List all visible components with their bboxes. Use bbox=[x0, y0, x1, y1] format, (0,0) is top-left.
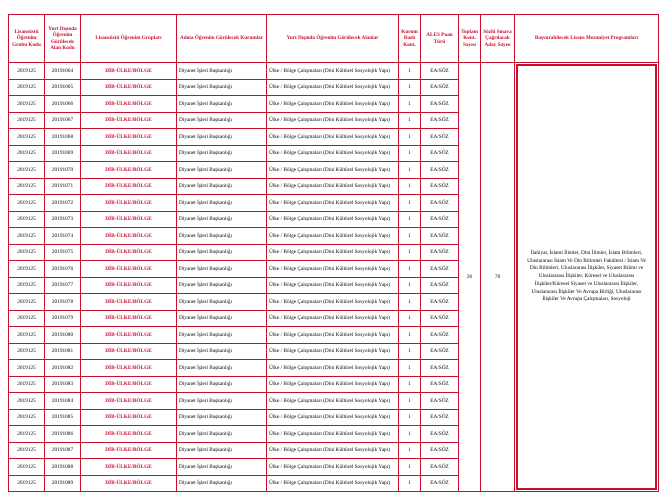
institution-quota-cell: 1 bbox=[399, 112, 421, 129]
institution-cell: Diyanet İşleri Başkanlığı bbox=[177, 327, 267, 344]
area-code-cell: 20191073 bbox=[45, 211, 81, 228]
institution-cell: Diyanet İşleri Başkanlığı bbox=[177, 228, 267, 245]
institution-quota-cell: 1 bbox=[399, 261, 421, 278]
institution-quota-cell: 1 bbox=[399, 327, 421, 344]
group-cell: DİB-ÜLKE/BÖLGE bbox=[81, 211, 177, 228]
ales-type-cell: EA/SÖZ bbox=[421, 343, 459, 360]
ales-type-cell: EA/SÖZ bbox=[421, 178, 459, 195]
area-code-cell: 20191082 bbox=[45, 360, 81, 377]
group-code-cell: 2019125 bbox=[9, 360, 45, 377]
group-cell: DİB-ÜLKE/BÖLGE bbox=[81, 426, 177, 443]
institution-cell: Diyanet İşleri Başkanlığı bbox=[177, 343, 267, 360]
group-cell: DİB-ÜLKE/BÖLGE bbox=[81, 63, 177, 80]
institution-cell: Diyanet İşleri Başkanlığı bbox=[177, 145, 267, 162]
group-code-cell: 2019125 bbox=[9, 79, 45, 96]
area-code-cell: 20191074 bbox=[45, 228, 81, 245]
ales-type-cell: EA/SÖZ bbox=[421, 112, 459, 129]
group-code-cell: 2019125 bbox=[9, 426, 45, 443]
group-code-cell: 2019125 bbox=[9, 145, 45, 162]
field-cell: Ülke / Bölge Çalışmaları (Dini Kültürel Sosyolojik Yapı) bbox=[267, 228, 399, 245]
ales-type-cell: EA/SÖZ bbox=[421, 129, 459, 146]
ales-type-cell: EA/SÖZ bbox=[421, 261, 459, 278]
ales-type-cell: EA/SÖZ bbox=[421, 145, 459, 162]
group-cell: DİB-ÜLKE/BÖLGE bbox=[81, 327, 177, 344]
group-cell: DİB-ÜLKE/BÖLGE bbox=[81, 162, 177, 179]
field-cell: Ülke / Bölge Çalışmaları (Dini Kültürel Sosyolojik Yapı) bbox=[267, 261, 399, 278]
field-cell: Ülke / Bölge Çalışmaları (Dini Kültürel Sosyolojik Yapı) bbox=[267, 475, 399, 492]
group-code-cell: 2019125 bbox=[9, 459, 45, 476]
group-cell: DİB-ÜLKE/BÖLGE bbox=[81, 277, 177, 294]
group-code-cell: 2019125 bbox=[9, 442, 45, 459]
group-cell: DİB-ÜLKE/BÖLGE bbox=[81, 112, 177, 129]
header-total-quota: Toplam Kont. Sayısı bbox=[459, 15, 481, 63]
ales-type-cell: EA/SÖZ bbox=[421, 244, 459, 261]
ales-type-cell: EA/SÖZ bbox=[421, 162, 459, 179]
institution-quota-cell: 1 bbox=[399, 63, 421, 80]
institution-cell: Diyanet İşleri Başkanlığı bbox=[177, 426, 267, 443]
institution-quota-cell: 1 bbox=[399, 79, 421, 96]
area-code-cell: 20191079 bbox=[45, 310, 81, 327]
header-institution-quota: Kurum Bazlı Kont. bbox=[399, 15, 421, 63]
institution-cell: Diyanet İşleri Başkanlığı bbox=[177, 360, 267, 377]
header-oral-exam-candidates: Sözlü Sınava Çağrılacak Aday Sayısı bbox=[481, 15, 515, 63]
group-cell: DİB-ÜLKE/BÖLGE bbox=[81, 79, 177, 96]
ales-type-cell: EA/SÖZ bbox=[421, 376, 459, 393]
field-cell: Ülke / Bölge Çalışmaları (Dini Kültürel Sosyolojik Yapı) bbox=[267, 277, 399, 294]
area-code-cell: 20191070 bbox=[45, 162, 81, 179]
group-cell: DİB-ÜLKE/BÖLGE bbox=[81, 393, 177, 410]
area-code-cell: 20191066 bbox=[45, 96, 81, 113]
area-code-cell: 20191068 bbox=[45, 129, 81, 146]
institution-cell: Diyanet İşleri Başkanlığı bbox=[177, 442, 267, 459]
area-code-cell: 20191086 bbox=[45, 426, 81, 443]
ales-type-cell: EA/SÖZ bbox=[421, 393, 459, 410]
ales-type-cell: EA/SÖZ bbox=[421, 79, 459, 96]
table-body bbox=[9, 63, 659, 492]
group-code-cell: 2019125 bbox=[9, 393, 45, 410]
institution-cell: Diyanet İşleri Başkanlığı bbox=[177, 393, 267, 410]
field-cell: Ülke / Bölge Çalışmaları (Dini Kültürel Sosyolojik Yapı) bbox=[267, 426, 399, 443]
header-fields: Yurt Dışında Öğrenim Görülecek Alanlar bbox=[267, 15, 399, 63]
group-cell: DİB-ÜLKE/BÖLGE bbox=[81, 129, 177, 146]
ales-type-cell: EA/SÖZ bbox=[421, 310, 459, 327]
institution-cell: Diyanet İşleri Başkanlığı bbox=[177, 79, 267, 96]
ales-type-cell: EA/SÖZ bbox=[421, 426, 459, 443]
ales-type-cell: EA/SÖZ bbox=[421, 475, 459, 492]
institution-quota-cell: 1 bbox=[399, 360, 421, 377]
group-code-cell: 2019125 bbox=[9, 409, 45, 426]
institution-quota-cell: 1 bbox=[399, 178, 421, 195]
ales-type-cell: EA/SÖZ bbox=[421, 459, 459, 476]
institution-quota-cell: 1 bbox=[399, 162, 421, 179]
group-cell: DİB-ÜLKE/BÖLGE bbox=[81, 96, 177, 113]
area-code-cell: 20191080 bbox=[45, 327, 81, 344]
institution-quota-cell: 1 bbox=[399, 475, 421, 492]
institution-quota-cell: 1 bbox=[399, 310, 421, 327]
area-code-cell: 20191089 bbox=[45, 475, 81, 492]
group-code-cell: 2019125 bbox=[9, 162, 45, 179]
table-header-row bbox=[9, 15, 659, 63]
group-code-cell: 2019125 bbox=[9, 63, 45, 80]
group-code-cell: 2019125 bbox=[9, 178, 45, 195]
header-eligible-programs: Başvurabilecek Lisans Mezuniyet Programları bbox=[515, 15, 659, 63]
eligible-programs-cell bbox=[515, 63, 659, 492]
field-cell: Ülke / Bölge Çalışmaları (Dini Kültürel Sosyolojik Yapı) bbox=[267, 63, 399, 80]
institution-cell: Diyanet İşleri Başkanlığı bbox=[177, 409, 267, 426]
group-code-cell: 2019125 bbox=[9, 129, 45, 146]
institution-cell: Diyanet İşleri Başkanlığı bbox=[177, 112, 267, 129]
field-cell: Ülke / Bölge Çalışmaları (Dini Kültürel Sosyolojik Yapı) bbox=[267, 343, 399, 360]
group-code-cell: 2019125 bbox=[9, 112, 45, 129]
field-cell: Ülke / Bölge Çalışmaları (Dini Kültürel Sosyolojik Yapı) bbox=[267, 294, 399, 311]
field-cell: Ülke / Bölge Çalışmaları (Dini Kültürel Sosyolojik Yapı) bbox=[267, 211, 399, 228]
group-code-cell: 2019125 bbox=[9, 211, 45, 228]
group-code-cell: 2019125 bbox=[9, 228, 45, 245]
group-cell: DİB-ÜLKE/BÖLGE bbox=[81, 360, 177, 377]
institution-quota-cell: 1 bbox=[399, 211, 421, 228]
group-code-cell: 2019125 bbox=[9, 244, 45, 261]
ales-type-cell: EA/SÖZ bbox=[421, 442, 459, 459]
table-row bbox=[9, 63, 659, 80]
institution-cell: Diyanet İşleri Başkanlığı bbox=[177, 459, 267, 476]
ales-type-cell: EA/SÖZ bbox=[421, 327, 459, 344]
header-area-code: Yurt Dışında Öğrenim Görülecek Alan Kodu bbox=[45, 15, 81, 63]
field-cell: Ülke / Bölge Çalışmaları (Dini Kültürel Sosyolojik Yapı) bbox=[267, 195, 399, 212]
ales-type-cell: EA/SÖZ bbox=[421, 294, 459, 311]
institution-quota-cell: 1 bbox=[399, 426, 421, 443]
group-cell: DİB-ÜLKE/BÖLGE bbox=[81, 376, 177, 393]
field-cell: Ülke / Bölge Çalışmaları (Dini Kültürel Sosyolojik Yapı) bbox=[267, 409, 399, 426]
institution-cell: Diyanet İşleri Başkanlığı bbox=[177, 244, 267, 261]
area-code-cell: 20191069 bbox=[45, 145, 81, 162]
ales-type-cell: EA/SÖZ bbox=[421, 277, 459, 294]
group-code-cell: 2019125 bbox=[9, 327, 45, 344]
group-cell: DİB-ÜLKE/BÖLGE bbox=[81, 442, 177, 459]
eligible-programs-text: İlahiyat, İslami İlimler, Dini İlimler, İslam Bilimleri, Uluslararası İslam Ve Din Bilimleri Fakültesi / İslam Ve Din Bilimleri, Uluslararası İlişkiler, Siyaset Bilimi ve Uluslararası İlişkiler, Küresel ve Uluslararası İlişkiler/Küresel Siyaset ve Uluslararası İlişkiler, Uluslararası İlişkiler Ve Avrupa Birliği, Uluslararası İlişkiler Ve Avrupa Çalışmaları, Sosyoloji bbox=[527, 250, 646, 303]
group-cell: DİB-ÜLKE/BÖLGE bbox=[81, 228, 177, 245]
ales-type-cell: EA/SÖZ bbox=[421, 228, 459, 245]
ales-type-cell: EA/SÖZ bbox=[421, 96, 459, 113]
field-cell: Ülke / Bölge Çalışmaları (Dini Kültürel Sosyolojik Yapı) bbox=[267, 327, 399, 344]
group-cell: DİB-ÜLKE/BÖLGE bbox=[81, 261, 177, 278]
institution-quota-cell: 1 bbox=[399, 343, 421, 360]
institution-cell: Diyanet İşleri Başkanlığı bbox=[177, 63, 267, 80]
field-cell: Ülke / Bölge Çalışmaları (Dini Kültürel Sosyolojik Yapı) bbox=[267, 376, 399, 393]
institution-quota-cell: 1 bbox=[399, 96, 421, 113]
area-code-cell: 20191067 bbox=[45, 112, 81, 129]
institution-cell: Diyanet İşleri Başkanlığı bbox=[177, 310, 267, 327]
header-groups: Lisansüstü Öğrenim Grupları bbox=[81, 15, 177, 63]
field-cell: Ülke / Bölge Çalışmaları (Dini Kültürel Sosyolojik Yapı) bbox=[267, 393, 399, 410]
group-code-cell: 2019125 bbox=[9, 475, 45, 492]
group-cell: DİB-ÜLKE/BÖLGE bbox=[81, 244, 177, 261]
field-cell: Ülke / Bölge Çalışmaları (Dini Kültürel Sosyolojik Yapı) bbox=[267, 145, 399, 162]
group-code-cell: 2019125 bbox=[9, 343, 45, 360]
institution-cell: Diyanet İşleri Başkanlığı bbox=[177, 195, 267, 212]
area-code-cell: 20191084 bbox=[45, 393, 81, 410]
group-code-cell: 2019125 bbox=[9, 310, 45, 327]
area-code-cell: 20191085 bbox=[45, 409, 81, 426]
oral-exam-candidates-cell: 78 bbox=[481, 63, 515, 492]
ales-type-cell: EA/SÖZ bbox=[421, 409, 459, 426]
area-code-cell: 20191078 bbox=[45, 294, 81, 311]
institution-quota-cell: 1 bbox=[399, 195, 421, 212]
institution-quota-cell: 1 bbox=[399, 145, 421, 162]
area-code-cell: 20191077 bbox=[45, 277, 81, 294]
area-code-cell: 20191064 bbox=[45, 63, 81, 80]
institution-cell: Diyanet İşleri Başkanlığı bbox=[177, 294, 267, 311]
group-cell: DİB-ÜLKE/BÖLGE bbox=[81, 459, 177, 476]
institution-quota-cell: 1 bbox=[399, 409, 421, 426]
area-code-cell: 20191065 bbox=[45, 79, 81, 96]
area-code-cell: 20191075 bbox=[45, 244, 81, 261]
ales-type-cell: EA/SÖZ bbox=[421, 360, 459, 377]
area-code-cell: 20191076 bbox=[45, 261, 81, 278]
header-institutions: Adına Öğrenim Görülecek Kurumlar bbox=[177, 15, 267, 63]
group-cell: DİB-ÜLKE/BÖLGE bbox=[81, 409, 177, 426]
field-cell: Ülke / Bölge Çalışmaları (Dini Kültürel Sosyolojik Yapı) bbox=[267, 459, 399, 476]
institution-quota-cell: 1 bbox=[399, 294, 421, 311]
group-code-cell: 2019125 bbox=[9, 277, 45, 294]
institution-cell: Diyanet İşleri Başkanlığı bbox=[177, 211, 267, 228]
area-code-cell: 20191071 bbox=[45, 178, 81, 195]
ales-type-cell: EA/SÖZ bbox=[421, 63, 459, 80]
group-cell: DİB-ÜLKE/BÖLGE bbox=[81, 145, 177, 162]
institution-cell: Diyanet İşleri Başkanlığı bbox=[177, 277, 267, 294]
group-cell: DİB-ÜLKE/BÖLGE bbox=[81, 178, 177, 195]
institution-quota-cell: 1 bbox=[399, 129, 421, 146]
group-code-cell: 2019125 bbox=[9, 261, 45, 278]
area-code-cell: 20191072 bbox=[45, 195, 81, 212]
group-code-cell: 2019125 bbox=[9, 294, 45, 311]
institution-cell: Diyanet İşleri Başkanlığı bbox=[177, 261, 267, 278]
group-cell: DİB-ÜLKE/BÖLGE bbox=[81, 310, 177, 327]
field-cell: Ülke / Bölge Çalışmaları (Dini Kültürel Sosyolojik Yapı) bbox=[267, 310, 399, 327]
field-cell: Ülke / Bölge Çalışmaları (Dini Kültürel Sosyolojik Yapı) bbox=[267, 129, 399, 146]
field-cell: Ülke / Bölge Çalışmaları (Dini Kültürel Sosyolojik Yapı) bbox=[267, 244, 399, 261]
group-cell: DİB-ÜLKE/BÖLGE bbox=[81, 343, 177, 360]
group-code-cell: 2019125 bbox=[9, 195, 45, 212]
field-cell: Ülke / Bölge Çalışmaları (Dini Kültürel Sosyolojik Yapı) bbox=[267, 96, 399, 113]
institution-cell: Diyanet İşleri Başkanlığı bbox=[177, 178, 267, 195]
institution-quota-cell: 1 bbox=[399, 376, 421, 393]
group-cell: DİB-ÜLKE/BÖLGE bbox=[81, 294, 177, 311]
header-ales-type: ALES Puan Türü bbox=[421, 15, 459, 63]
group-code-cell: 2019125 bbox=[9, 96, 45, 113]
field-cell: Ülke / Bölge Çalışmaları (Dini Kültürel Sosyolojik Yapı) bbox=[267, 162, 399, 179]
area-code-cell: 20191081 bbox=[45, 343, 81, 360]
total-quota-cell: 26 bbox=[459, 63, 481, 492]
institution-cell: Diyanet İşleri Başkanlığı bbox=[177, 129, 267, 146]
quota-table bbox=[8, 14, 659, 492]
group-cell: DİB-ÜLKE/BÖLGE bbox=[81, 475, 177, 492]
ales-type-cell: EA/SÖZ bbox=[421, 195, 459, 212]
header-group-code: Lisansüstü Öğrenim Grubu Kodu bbox=[9, 15, 45, 63]
ales-type-cell: EA/SÖZ bbox=[421, 211, 459, 228]
institution-cell: Diyanet İşleri Başkanlığı bbox=[177, 162, 267, 179]
area-code-cell: 20191088 bbox=[45, 459, 81, 476]
institution-quota-cell: 1 bbox=[399, 244, 421, 261]
area-code-cell: 20191087 bbox=[45, 442, 81, 459]
field-cell: Ülke / Bölge Çalışmaları (Dini Kültürel Sosyolojik Yapı) bbox=[267, 79, 399, 96]
field-cell: Ülke / Bölge Çalışmaları (Dini Kültürel Sosyolojik Yapı) bbox=[267, 178, 399, 195]
field-cell: Ülke / Bölge Çalışmaları (Dini Kültürel Sosyolojik Yapı) bbox=[267, 442, 399, 459]
institution-quota-cell: 1 bbox=[399, 277, 421, 294]
institution-cell: Diyanet İşleri Başkanlığı bbox=[177, 376, 267, 393]
institution-quota-cell: 1 bbox=[399, 393, 421, 410]
group-cell: DİB-ÜLKE/BÖLGE bbox=[81, 195, 177, 212]
institution-cell: Diyanet İşleri Başkanlığı bbox=[177, 475, 267, 492]
institution-quota-cell: 1 bbox=[399, 459, 421, 476]
field-cell: Ülke / Bölge Çalışmaları (Dini Kültürel Sosyolojik Yapı) bbox=[267, 360, 399, 377]
institution-cell: Diyanet İşleri Başkanlığı bbox=[177, 96, 267, 113]
area-code-cell: 20191083 bbox=[45, 376, 81, 393]
institution-quota-cell: 1 bbox=[399, 228, 421, 245]
field-cell: Ülke / Bölge Çalışmaları (Dini Kültürel Sosyolojik Yapı) bbox=[267, 112, 399, 129]
institution-quota-cell: 1 bbox=[399, 442, 421, 459]
group-code-cell: 2019125 bbox=[9, 376, 45, 393]
